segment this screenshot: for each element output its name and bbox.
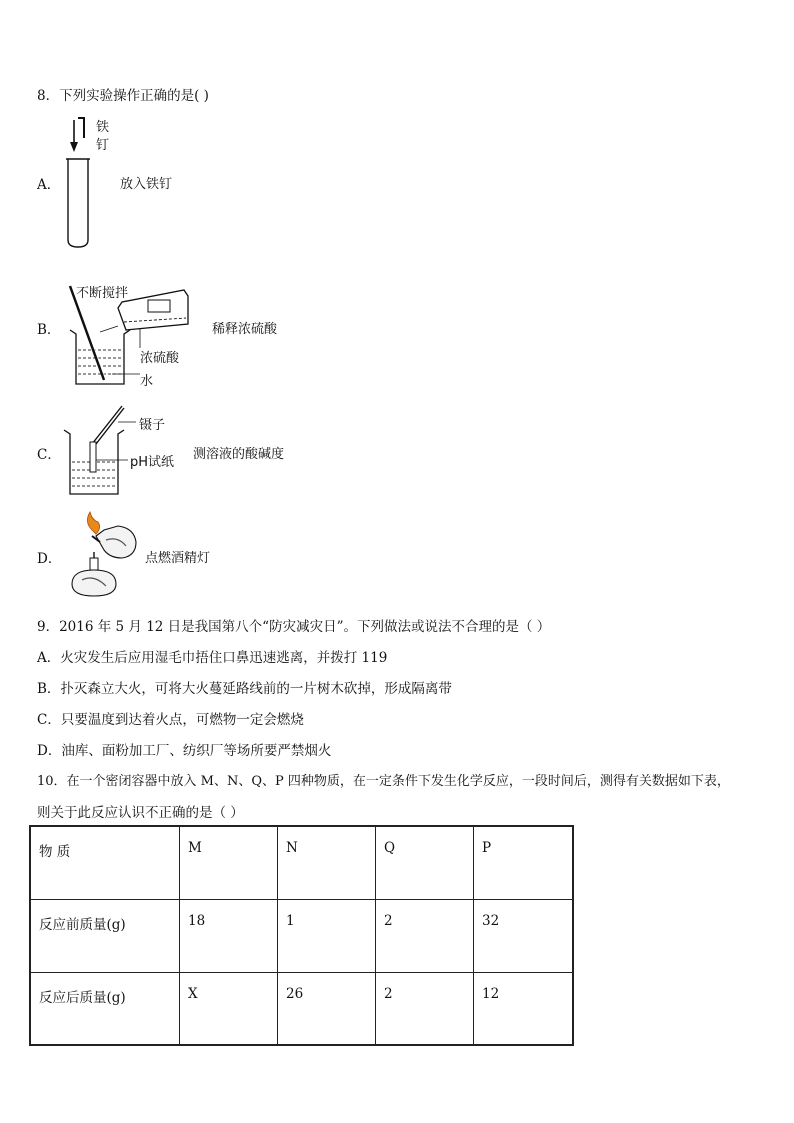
table-cell: 26 <box>278 972 376 1045</box>
q9-stem: 9．2016 年 5 月 12 日是我国第八个“防灾减灾日”。下列做法或说法不合理的是（ ） <box>37 619 551 635</box>
table-cell: 反应后质量(g) <box>30 972 180 1045</box>
table-cell: 反应前质量(g) <box>30 899 180 972</box>
acid-label: 浓硫酸 <box>140 351 180 366</box>
stir-label: 不断搅拌 <box>76 286 129 301</box>
q8-option-d-letter: D． <box>37 551 62 567</box>
table-header-cell: Q <box>376 826 474 899</box>
q10-stem-line2: 则关于此反应认识不正确的是（ ） <box>37 805 244 821</box>
q8-option-b-caption: 稀释浓硫酸 <box>212 322 278 337</box>
table-header-cell: N <box>278 826 376 899</box>
q9-option-a: A．火灾发生后应用湿毛巾捂住口鼻迅速逃离，并拨打 119 <box>37 650 388 666</box>
table-cell: 12 <box>474 972 574 1045</box>
table-cell: 18 <box>180 899 278 972</box>
q8-option-a-letter: A． <box>37 177 61 193</box>
q8-stem: 8．下列实验操作正确的是( ) <box>37 88 209 104</box>
q8-option-c-caption: 测溶液的酸碱度 <box>193 447 285 462</box>
nail-label-1: 铁 <box>96 120 110 135</box>
table-cell: X <box>180 972 278 1045</box>
table-cell: 1 <box>278 899 376 972</box>
table-cell: 2 <box>376 899 474 972</box>
table-header-cell: P <box>474 826 574 899</box>
table-header-row <box>30 826 573 899</box>
q10-stem-line1: 10．在一个密闭容器中放入 M、N、Q、P 四种物质，在一定条件下发生化学反应，一段时间后，测得有关数据如下表， <box>37 774 730 789</box>
table-header-cell: 物 质 <box>30 826 180 899</box>
q9-option-c: C．只要温度到达着火点，可燃物一定会燃烧 <box>37 712 304 728</box>
q8-option-b-letter: B． <box>37 322 61 338</box>
test-tube-with-nail-icon <box>60 112 100 252</box>
tweezers-label: 镊子 <box>139 418 166 433</box>
q8-option-c-letter: C． <box>37 447 61 463</box>
q9-option-d: D．油库、面粉加工厂、纺织厂等场所要严禁烟火 <box>37 743 332 759</box>
table-row <box>30 899 573 972</box>
mass-data-table <box>29 825 574 1046</box>
ph-paper-label: pH试纸 <box>130 455 175 470</box>
alcohol-lamp-lighting-icon <box>62 512 152 604</box>
table-header-cell: M <box>180 826 278 899</box>
q8-option-d-caption: 点燃酒精灯 <box>145 551 211 566</box>
table-cell: 2 <box>376 972 474 1045</box>
table-row <box>30 972 573 1045</box>
table-cell: 32 <box>474 899 574 972</box>
q9-option-b: B．扑灭森立大火，可将大火蔓延路线前的一片树木砍掉，形成隔离带 <box>37 681 452 697</box>
q8-option-a-caption: 放入铁钉 <box>120 177 173 192</box>
nail-label-2: 钉 <box>96 138 110 153</box>
water-label: 水 <box>140 374 154 389</box>
